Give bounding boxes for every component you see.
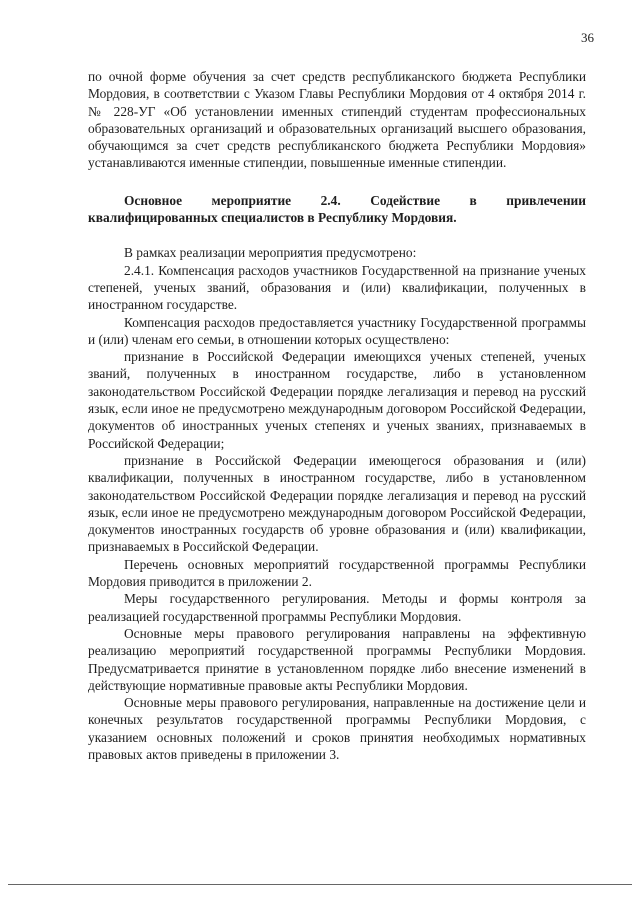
paragraph: В рамках реализации мероприятия предусмотрено:	[124, 245, 417, 261]
paragraph: по очной форме обучения за счет средств республиканского бюджета Республики Мордовия, в соответствии с Указом Главы Республики Мордовия от 4 октября 2014 г. № 228-УГ «Об установлении именных стипендий студентам профессиональных образовательных организаций и образовательных организаций высшего образования, обучающимся за счет средств республиканского бюджета Республики Мордовия» устанавливаются именные стипендии, повышенные именные стипендии.	[88, 69, 586, 171]
paragraph: 2.4.1. Компенсация расходов участников Государственной на признание ученых степеней, ученых званий, образования и (или) квалификации, полученных в иностранном государстве.	[88, 262, 586, 313]
paragraph: Перечень основных мероприятий государственной программы Республики Мордовия приводится в приложении 2.	[88, 556, 586, 590]
paragraph: Меры государственного регулирования. Методы и формы контроля за реализацией государственной программы Республики Мордовия.	[88, 591, 586, 624]
paragraph: признание в Российской Федерации имеющихся ученых степеней, ученых званий, полученных в иностранном государстве, либо в установленном законодательством Российской Федерации порядке легализация и перевод на русский язык, если иное не предусмотрено международным договором Российской Федерации, документов об иностранных ученых степенях и ученых званиях, признаваемых в Российской Федерации;	[88, 349, 586, 451]
section-heading: Основное мероприятие 2.4. Содействие в привлечении квалифицированных специалистов в Республику Мордовия.	[88, 192, 586, 226]
paragraph: Основные меры правового регулирования направлены на эффективную реализацию мероприятий государственной программы Республики Мордовия. Предусматривается принятие в установленном порядке либо внесение изменений в действующие нормативные правовые акты Республики Мордовия.	[88, 625, 586, 693]
paragraph: Компенсация расходов предоставляется участнику Государственной программы и (или) членам его семьи, в отношении которых осуществлено:	[88, 314, 586, 347]
document-body	[88, 68, 586, 763]
paragraph: признание в Российской Федерации имеющегося образования и (или) квалификации, полученных в иностранном государстве, либо в установленном законодательством Российской Федерации порядке легализация и перевод на русский язык, если иное не предусмотрено международным договором Российской Федерации, документов иностранных государств об уровне образования и (или) квалификации, признаваемых в Российской Федерации.	[88, 452, 586, 555]
page-number: 36	[581, 30, 594, 45]
paragraph: Основные меры правового регулирования, направленные на достижение цели и конечных результатов государственной программы Республики Мордовия, с указанием основных положений и сроков принятия необходимых нормативных правовых актов приведены в приложении 3.	[88, 695, 586, 762]
bottom-divider	[8, 884, 632, 885]
